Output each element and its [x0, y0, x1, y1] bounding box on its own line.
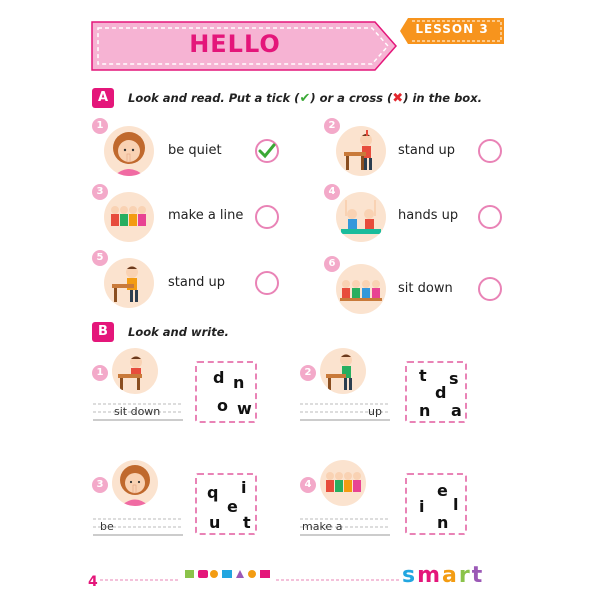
brand-letter: t [471, 563, 485, 588]
instruction-part: ) in the box. [403, 91, 482, 105]
item-number: 3 [92, 477, 108, 493]
item-label: stand up [168, 275, 225, 290]
item-number: 2 [324, 118, 340, 134]
item-number: 2 [300, 365, 316, 381]
answer-checkbox[interactable] [255, 139, 279, 163]
brand-letter: m [417, 563, 443, 588]
girl-quiet-image [104, 126, 154, 176]
answer-checkbox[interactable] [478, 277, 502, 301]
item-number: 4 [324, 184, 340, 200]
answer-checkbox[interactable] [255, 205, 279, 229]
answer-text[interactable]: up [368, 405, 382, 418]
scrambled-letter: d [435, 383, 447, 402]
item-label: hands up [398, 208, 459, 223]
brand-letter: r [458, 563, 472, 588]
answer-checkbox[interactable] [478, 205, 502, 229]
cross-icon: ✖ [392, 91, 404, 106]
instruction-part: ) or a cross ( [310, 91, 393, 105]
answer-checkbox[interactable] [478, 139, 502, 163]
scrambled-letter: e [227, 497, 238, 516]
scrambled-letter: l [453, 495, 459, 514]
boy-stand-up-image [320, 348, 366, 394]
kids-line-image [320, 460, 366, 506]
answer-text[interactable]: make a [302, 520, 343, 533]
scrambled-letter: w [237, 399, 252, 418]
scrambled-letter: n [437, 513, 449, 532]
section-b-instruction: Look and write. [128, 325, 229, 339]
item-number: 4 [300, 477, 316, 493]
boy-stand-up-image [336, 126, 386, 176]
item-label: sit down [398, 281, 453, 296]
scrambled-letter: i [419, 497, 425, 516]
answer-text[interactable]: be [100, 520, 114, 533]
scrambled-letter: u [209, 513, 221, 532]
brand-letter: a [442, 563, 459, 588]
item-number: 6 [324, 256, 340, 272]
letter-box [195, 361, 257, 423]
instruction-part: Look and read. Put a tick ( [128, 91, 300, 105]
page-number: 4 [88, 574, 98, 590]
section-b-badge: B [92, 322, 114, 342]
lesson-label: LESSON 3 [415, 22, 489, 36]
hands-up-image [336, 192, 386, 242]
item-label: stand up [398, 143, 455, 158]
answer-checkbox[interactable] [255, 271, 279, 295]
scrambled-letter: n [233, 373, 245, 392]
boy-stand-up-image [104, 258, 154, 308]
answer-text[interactable]: sit down [114, 405, 161, 418]
page-title: HELLO [189, 30, 281, 58]
scrambled-letter: e [437, 481, 448, 500]
boy-sit-down-image [112, 348, 158, 394]
section-a-badge: A [92, 88, 114, 108]
scrambled-letter: n [419, 401, 431, 420]
item-number: 1 [92, 118, 108, 134]
footer-decoration [100, 568, 400, 582]
scrambled-letter: s [449, 369, 459, 388]
section-a-instruction [128, 91, 482, 106]
scrambled-letter: t [419, 366, 427, 385]
school-icons [185, 570, 270, 578]
letter-box [195, 473, 257, 535]
girl-quiet-image [112, 460, 158, 506]
kids-sit-down-image [336, 264, 386, 314]
brand-logo [402, 563, 484, 588]
scrambled-letter: d [213, 368, 225, 387]
letter-box [405, 473, 467, 535]
brand-letter: s [402, 563, 418, 588]
kids-line-image [104, 192, 154, 242]
item-label: make a line [168, 208, 244, 223]
tick-icon [255, 139, 279, 163]
scrambled-letter: i [241, 478, 247, 497]
scrambled-letter: t [243, 513, 251, 532]
item-label: be quiet [168, 143, 222, 158]
scrambled-letter: a [451, 401, 462, 420]
scrambled-letter: q [207, 483, 219, 502]
item-number: 1 [92, 365, 108, 381]
item-number: 3 [92, 184, 108, 200]
letter-box [405, 361, 467, 423]
item-number: 5 [92, 250, 108, 266]
scrambled-letter: o [217, 396, 228, 415]
tick-icon: ✔ [299, 91, 311, 106]
